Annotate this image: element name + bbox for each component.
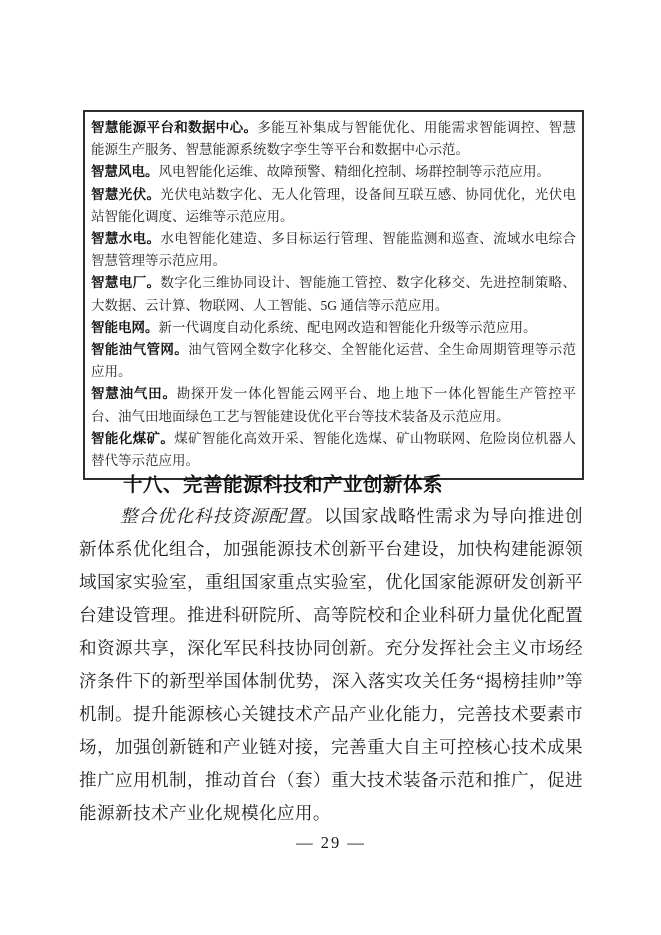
box-item-term: 智慧光伏。 (91, 186, 161, 202)
box-item (91, 161, 576, 183)
box-item (91, 184, 576, 228)
box-item-desc: 油气管网全数字化移交、全智能化运营、全生命周期管理等示范应用。 (91, 342, 577, 380)
box-item-desc: 多能互补集成与智能优化、用能需求智能调控、智慧能源生产服务、智慧能源系统数字孪生等平台和数据中心示范。 (91, 120, 577, 158)
section-heading: 十八、完善能源科技和产业创新体系 (123, 474, 444, 496)
box-item-desc: 水电智能化建造、多目标运行管理、智能监测和巡查、流域水电综合智慧管理等示范应用。 (91, 231, 577, 269)
box-item-term: 智能电网。 (91, 319, 159, 335)
page-number: — 29 — (296, 833, 366, 852)
box-item (91, 228, 576, 272)
box-item (91, 339, 576, 383)
box-item-desc: 数字化三维协同设计、智能施工管控、数字化移交、先进控制策略、大数据、云计算、物联网、人工智能、5G 通信等示范应用。 (91, 275, 577, 313)
box-item (91, 317, 576, 339)
box-item-desc: 光伏电站数字化、无人化管理，设备间互联互感、协同优化，光伏电站智能化调度、运维等示范应用。 (91, 186, 577, 224)
paragraph-lead: 整合优化科技资源配置。 (120, 506, 324, 526)
box-item (91, 383, 576, 427)
box-item-term: 智慧电厂。 (91, 275, 161, 291)
box-item-term: 智慧能源平台和数据中心。 (91, 120, 258, 135)
paragraph-text: 以国家战略性需求为导向推进创新体系优化组合，加强能源技术创新平台建设，加快构建能源领域国家实验室，重组国家重点实验室，优化国家能源研发创新平台建设管理。推进科研院所、高等院校和企业科研力量优化配置和资源共享，深化军民科技协同创新。充分发挥社会主义市场经济条件下的新型举国体制优势，深入落实攻关任务“揭榜挂帅”等机制。提升能源核心关键技术产品产业化能力，完善技术要素市场，加强创新链和产业链对接，完善重大自主可控核心技术成果推广应用机制，推动首台（套）重大技术装备示范和推广，促进能源新技术产业化规模化应用。 (79, 506, 584, 823)
box-item-term: 智慧油气田。 (91, 386, 177, 402)
box-item-term: 智慧水电。 (91, 231, 161, 247)
box-item-desc: 风电智能化运维、故障预警、精细化控制、场群控制等示范应用。 (158, 164, 550, 180)
box-item-term: 智能油气管网。 (91, 342, 189, 358)
box-item (91, 428, 576, 472)
box-item-desc: 煤矿智能化高效开采、智能化选煤、矿山物联网、危险岗位机器人替代等示范应用。 (91, 430, 577, 469)
box-item (91, 117, 576, 161)
box-item (91, 272, 576, 316)
box-item-term: 智能化煤矿。 (91, 430, 175, 446)
box-item-desc: 新一代调度自动化系统、配电网改造和智能化升级等示范应用。 (158, 319, 537, 335)
body-paragraph (79, 500, 583, 830)
box-item-term: 智慧风电。 (91, 164, 159, 180)
box-item-desc: 勘探开发一体化智能云网平台、地上地下一体化智能生产管控平台、油气田地面绿色工艺与智能建设优化平台等技术装备及示范应用。 (91, 386, 577, 424)
highlight-box (83, 110, 584, 480)
